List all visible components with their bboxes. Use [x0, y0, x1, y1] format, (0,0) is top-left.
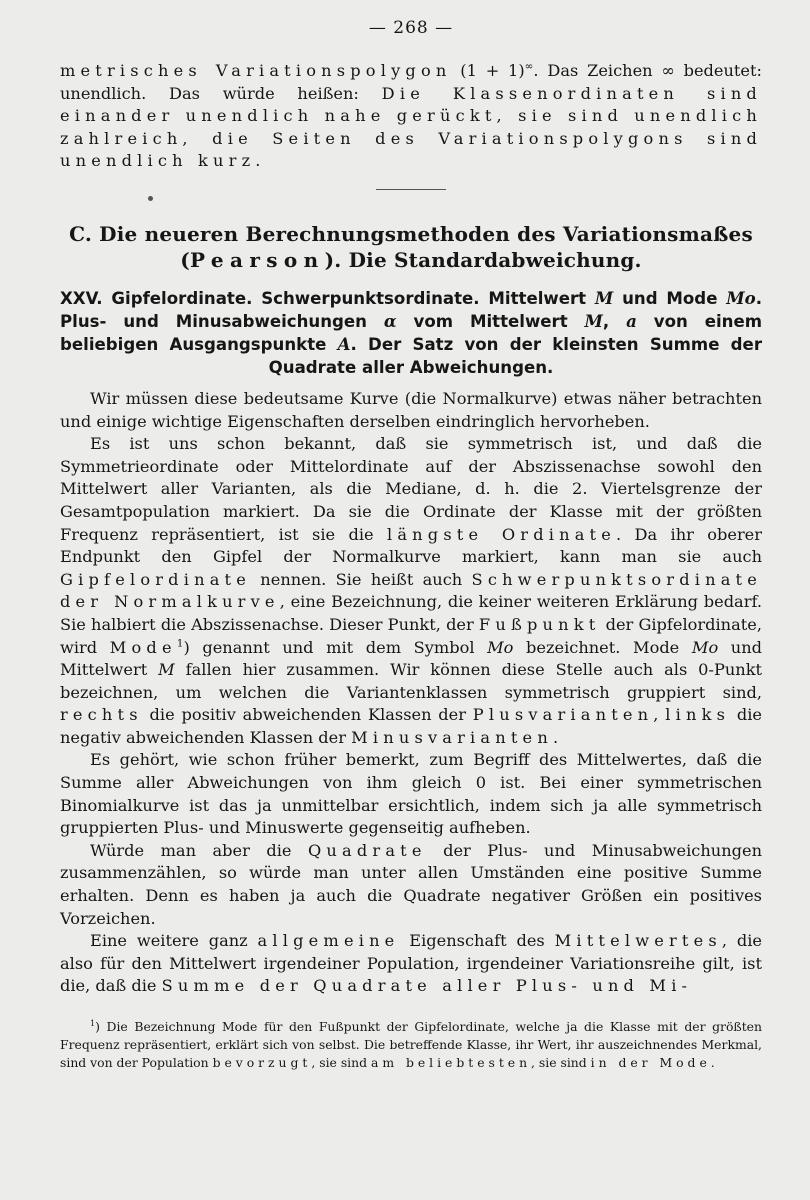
paragraph-5: Eine weitere ganz allgemeine Eigenschaft des Mittelwertes, die also für den Mittelwert irgendeiner Population, irgendeiner Variationsreihe gilt, ist die, daß die Summe der Quadrate aller Plus- und Mi-	[60, 931, 762, 996]
intro-paragraph: metrisches Variationspolygon (1 + 1)∞. Das Zeichen ∞ bedeutet: unendlich. Das würde heißen: Die Klassenordinaten sind einander unendlich nahe gerückt, sie sind unendlich zahlreich, die Seiten des Variationspolygons sind unendlich kurz.	[60, 60, 762, 171]
chapter-subheading: XXV. Gipfelordinate. Schwerpunktsordinate. Mittelwert M und Mode Mo. Plus- und Minusabweichungen α vom Mittelwert M, a von einem beliebigen Ausgangspunkte A. Der Satz von der kleinsten Summe der Quadrate aller Abweichungen.	[60, 287, 762, 377]
page-number: — 268 —	[368, 18, 454, 38]
paragraph-2: Es ist uns schon bekannt, daß sie symmetrisch ist, und daß die Symmetrieordinate oder Mittelordinate auf der Abszissenachse sowohl den Mittelwert aller Varianten, als die Mediane, d. h. die 2. Viertelsgrenze der Gesamtpopulation markiert. Da sie die Ordinate der Klasse mit der größten Frequenz repräsentiert, ist sie die längste Ordinate. Da ihr oberer Endpunkt den Gipfel der Normalkurve markiert, kann man sie auch Gipfelordinate nennen. Sie heißt auch Schwerpunktsordinate der Normalkurve, eine Bezeichnung, die keiner weiteren Erklärung bedarf. Sie halbiert die Abszissenachse. Dieser Punkt, der Fußpunkt der Gipfelordinate, wird Mode$^1$) genannt und mit dem Symbol Mo bezeichnet. Mode Mo und Mittelwert M fallen hier zusammen. Wir können diese Stelle auch als 0-Punkt bezeichnen, um welchen die Variantenklassen symmetrisch gruppiert sind, rechts die positiv abweichenden Klassen der Plusvarianten, links die negativ abweichenden Klassen der Minusvarianten.	[60, 434, 763, 747]
section-heading: C. Die neueren Berechnungsmethoden des Variationsmaßes (Pearson). Die Standardabweichung.	[69, 221, 753, 272]
footnote: $^1$) Die Bezeichnung Mode für den Fußpunkt der Gipfelordinate, welche ja die Klasse mit der größten Frequenz repräsentiert, erklärt sich von selbst. Die betreffende Klasse, ihr Wert, ihr auszeichnendes Merkmal, sind von der Population bevorzugt, sie sind am beliebtesten, sie sind in der Mode.	[60, 1018, 762, 1070]
paragraph-3: Es gehört, wie schon früher bemerkt, zum Begriff des Mittelwertes, daß die Summe aller Abweichungen von ihm gleich 0 ist. Bei einer symmetrischen Binomialkurve ist das ja unmittelbar ersichtlich, indem sich ja alle symmetrisch gruppierten Plus- und Minuswerte gegenseitig aufheben.	[60, 750, 762, 838]
print-speck	[148, 196, 153, 201]
paragraph-4: Würde man aber die Quadrate der Plus- und Minusabweichungen zusammenzählen, so würde man unter allen Umständen eine positive Summe erhalten. Denn es haben ja auch die Quadrate negativer Größen ein positives Vorzeichen.	[60, 840, 762, 928]
footnote-reference: 1	[176, 637, 184, 650]
section-divider	[376, 189, 446, 190]
paragraph-1: Wir müssen diese bedeutsame Kurve (die Normalkurve) etwas näher betrachten und einige wichtige Eigenschaften derselben eindringlich hervorheben.	[60, 388, 762, 431]
